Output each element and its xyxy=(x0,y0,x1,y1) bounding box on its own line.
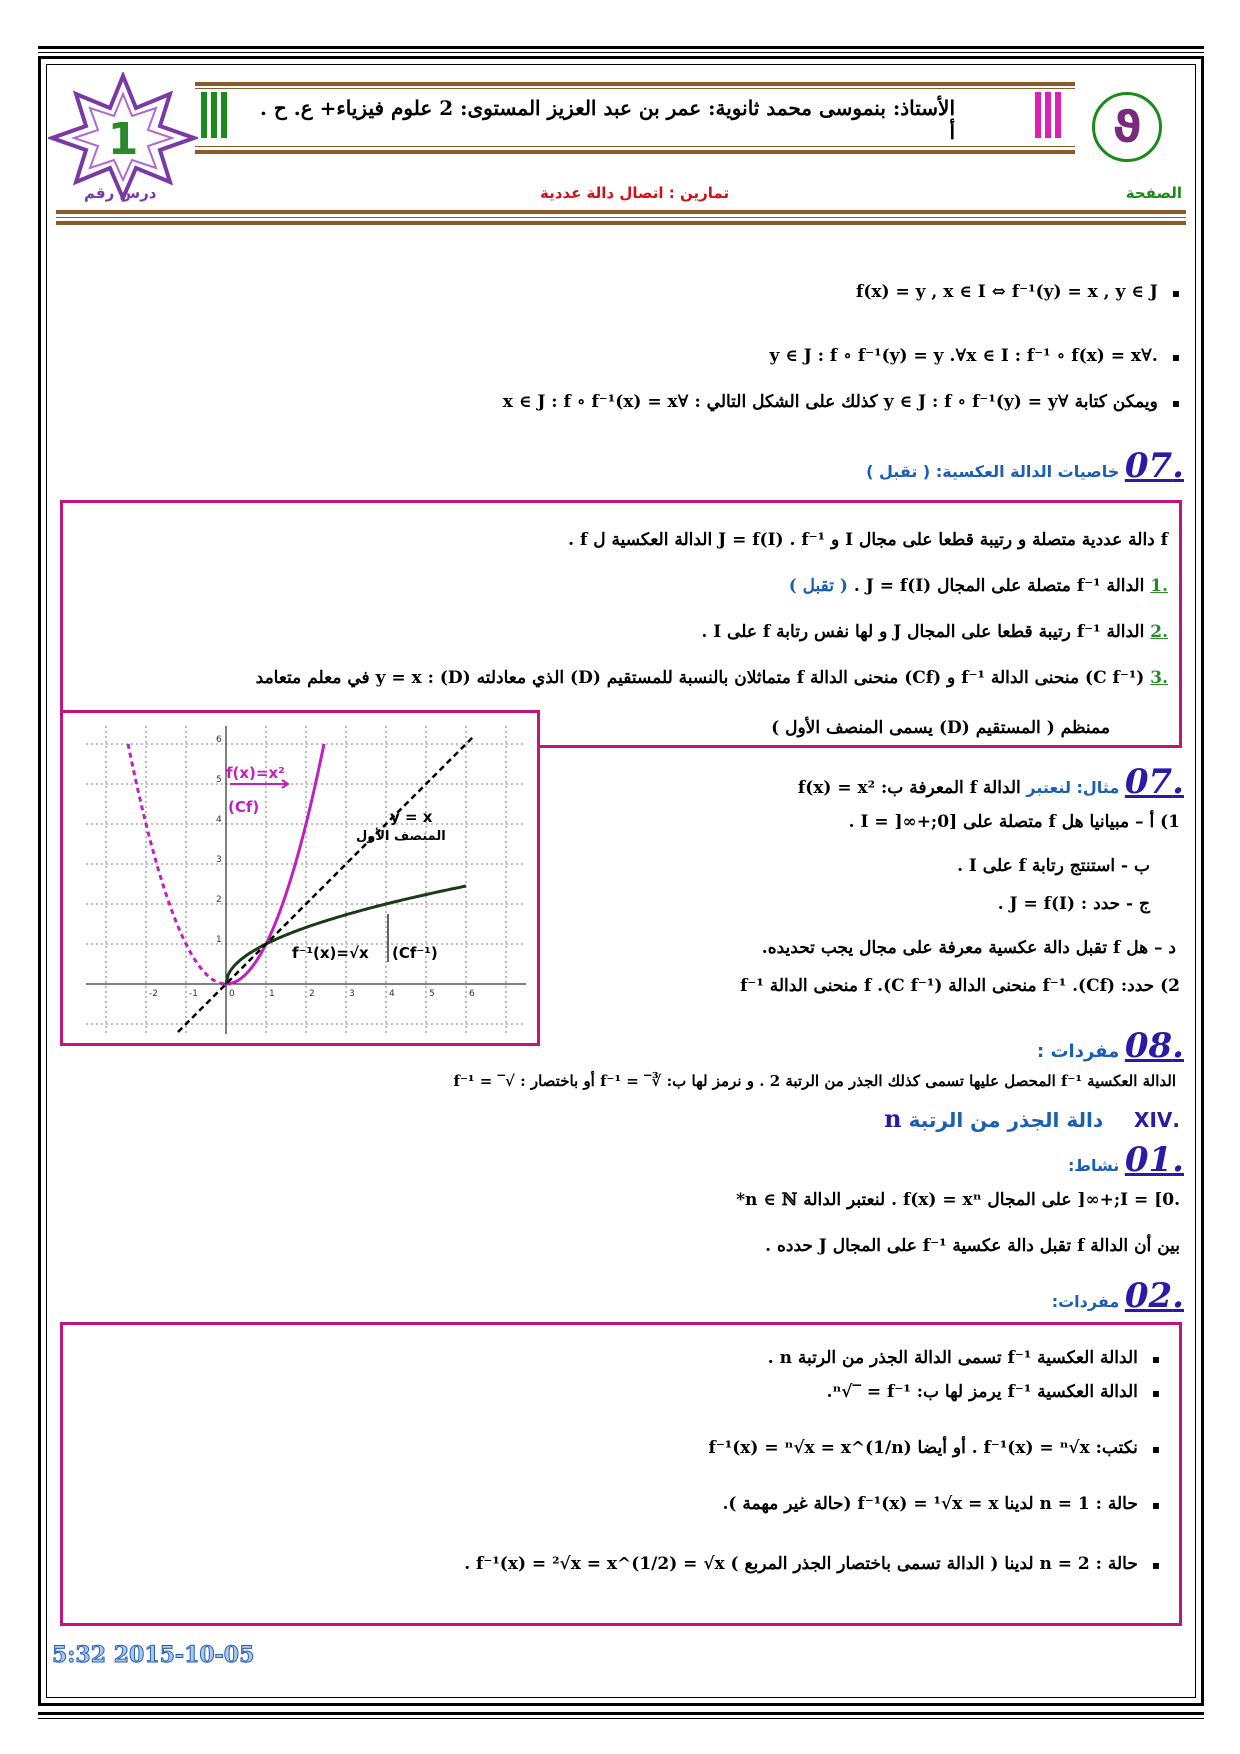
spiral-logo-icon xyxy=(1092,92,1162,162)
example-line: 1) أ – مبيانيا هل f متصلة على [0;+∞[ = I . xyxy=(848,812,1180,832)
example-line: د – هل f تقبل دالة عكسية معرفة على مجال يجب تحديده. xyxy=(761,938,1176,958)
text-line: الدالة العكسية f⁻¹ المحصل عليها تسمى كذلك الجذر من الرتبة 2 . و نرمز لها ب: ∛‾ = f⁻¹ أو باختصار : √‾ = f⁻¹ xyxy=(453,1072,1176,1090)
header-title: الأستاذ: بنموسى محمد ثانوية: عمر بن عبد العزيز المستوى: 2 علوم فيزياء+ ع. ح . أ xyxy=(259,96,955,144)
section-label: مثال: لنعتبر xyxy=(1026,778,1120,797)
y-tick-label: 1 xyxy=(216,935,222,945)
item-text: الدالة f⁻¹ متصلة على المجال J = f(I) . xyxy=(847,576,1145,596)
x-tick-label: 6 xyxy=(469,989,475,999)
chapter-label: دالة الجذر من الرتبة xyxy=(908,1108,1104,1132)
brown-rule-3 xyxy=(56,221,1186,225)
section-label: مفردات : xyxy=(1036,1041,1120,1062)
header-bar-top xyxy=(195,82,1075,86)
y-tick-label: 4 xyxy=(216,815,222,825)
x-tick-label: 0 xyxy=(229,989,235,999)
section-label: نشاط: xyxy=(1067,1156,1120,1175)
stripes-right xyxy=(1035,92,1061,138)
section-number: .02 xyxy=(1124,1276,1184,1316)
vocab-item: ▪ حالة : n = 2 لدينا ( الدالة تسمى باختصار الجذر المربع ) f⁻¹(x) = ²√x = x^(1/2) = √x . xyxy=(464,1554,1160,1574)
x-tick-label: -1 xyxy=(189,989,198,999)
property-1 xyxy=(789,576,1168,596)
section-number: .08 xyxy=(1124,1026,1184,1066)
chapter-n: n xyxy=(884,1104,902,1133)
bisector-line xyxy=(178,736,474,1032)
label-inv: f⁻¹(x)=√x xyxy=(292,944,369,962)
section-heading xyxy=(1068,1140,1184,1180)
section-heading xyxy=(866,446,1184,486)
lesson-label: درس رقم xyxy=(84,184,157,202)
section-heading xyxy=(1037,1026,1184,1066)
x-tick-label: 3 xyxy=(349,989,355,999)
section-number: .07 xyxy=(1124,762,1184,802)
x-tick-label: 4 xyxy=(389,989,395,999)
y-tick-label: 3 xyxy=(216,855,222,865)
label-cinv: (Cf⁻¹) xyxy=(392,944,438,962)
header-bar-top2 xyxy=(195,88,1075,89)
label-yx: y = x xyxy=(390,808,433,826)
x-tick-label: 5 xyxy=(429,989,435,999)
sqrt-curve xyxy=(226,886,466,984)
grid xyxy=(86,726,526,1034)
text-line: ▪ ويمكن كتابة ∀y ∈ J : f ∘ f⁻¹(y) = y كذلك على الشكل التالي : ∀x ∈ J : f ∘ f⁻¹(x) = x xyxy=(503,392,1180,412)
section-label: خاصيات الدالة العكسية: ( تقبل ) xyxy=(866,462,1120,481)
star-logo-icon xyxy=(48,72,198,202)
item-number: .1 xyxy=(1150,576,1168,596)
graph xyxy=(66,716,534,1040)
example-line: ج - حدد : J = f(I) . xyxy=(997,894,1150,914)
chapter-number: .XIV xyxy=(1134,1108,1180,1132)
item-number: .2 xyxy=(1150,622,1168,642)
activity-line: بين أن الدالة f تقبل دالة عكسية f⁻¹ على المجال J حدده . xyxy=(765,1236,1180,1256)
x-tick-label: -2 xyxy=(149,989,158,999)
header-bar-bottom xyxy=(195,146,1075,147)
page-label: الصفحة xyxy=(1125,184,1182,202)
brown-rule-1 xyxy=(56,210,1186,214)
text-line: ▪ .∀y ∈ J : f ∘ f⁻¹(y) = y .∀x ∈ I : f⁻¹ ∘ f(x) = x xyxy=(769,346,1180,366)
y-tick-label: 6 xyxy=(216,735,222,745)
top-rule-1 xyxy=(38,46,1204,49)
activity-line: .I = [0;+∞[ على المجال f(x) = xⁿ . لنعتبر الدالة n ∈ ℕ* xyxy=(736,1190,1180,1210)
y-tick-label: 5 xyxy=(216,775,222,785)
section-number: .07 xyxy=(1124,446,1184,486)
item-number: .3 xyxy=(1150,668,1168,688)
text-line: ممنظم ( المستقيم (D) يسمى المنصف الأول ) xyxy=(771,718,1110,738)
section-heading xyxy=(798,762,1184,802)
vocab-item: ▪ الدالة العكسية f⁻¹ تسمى الدالة الجذر من الرتبة n . xyxy=(768,1348,1160,1368)
example-line: 2) حدد: f⁻¹ .(Cf) منحنى الدالة f .(C f⁻¹) منحنى الدالة f⁻¹ xyxy=(740,976,1180,996)
header xyxy=(195,82,1075,174)
stripes-left xyxy=(201,92,227,138)
bottom-rule-2 xyxy=(38,1718,1204,1719)
property-2 xyxy=(701,622,1168,642)
text-line: ▪ f(x) = y , x ∈ I ⇔ f⁻¹(y) = x , y ∈ J xyxy=(856,282,1180,302)
brown-rule-2 xyxy=(56,217,1186,218)
vocab-item: ▪ حالة : n = 1 لدينا f⁻¹(x) = ¹√x = x (حالة غير مهمة ). xyxy=(723,1494,1160,1514)
star-number: 1 xyxy=(107,114,139,165)
label-fx: f(x)=x² xyxy=(226,764,285,782)
text-line: f دالة عددية متصلة و رتيبة قطعا على مجال I و J = f(I) . f⁻¹ الدالة العكسية ل f . xyxy=(568,530,1168,550)
section-label: مفردات: xyxy=(1051,1292,1120,1311)
subject-title: تمارين : اتصال دالة عددية xyxy=(540,184,730,202)
example-line: ب - استنتج رتابة f على I . xyxy=(957,856,1150,876)
item-tag: ( تقبل ) xyxy=(788,576,848,596)
item-text: الدالة f⁻¹ رتيبة قطعا على المجال J و لها نفس رتابة f على I . xyxy=(701,622,1145,642)
top-rule-2 xyxy=(38,52,1204,53)
x-tick-label: 1 xyxy=(269,989,275,999)
logo-glyph: ϑ xyxy=(1112,101,1142,153)
vocab-item: ▪ الدالة العكسية f⁻¹ يرمز لها ب: ⁿ√‾ = f⁻¹. xyxy=(827,1382,1160,1402)
x-tick-label: 2 xyxy=(309,989,315,999)
item-text: (C f⁻¹) منحنى الدالة f⁻¹ و (Cf) منحنى الدالة f متماثلان بالنسبة للمستقيم (D) الذي معادلته (D) : y = x في معلم متعامد xyxy=(255,668,1145,688)
section-rest: الدالة f المعرفة ب: f(x) = x² xyxy=(797,778,1021,798)
section-number: .01 xyxy=(1124,1140,1184,1180)
vocab-item: ▪ نكتب: f⁻¹(x) = ⁿ√x . أو أيضا f⁻¹(x) = ⁿ√x = x^(1/n) xyxy=(709,1438,1160,1458)
footer-date: 5:32 2015-10-05 xyxy=(52,1642,255,1668)
label-cf: (Cf) xyxy=(228,798,260,816)
label-bisector: المنصف الأول xyxy=(356,829,446,844)
bottom-rule-1 xyxy=(38,1712,1204,1715)
y-tick-label: 2 xyxy=(216,895,222,905)
property-3 xyxy=(256,668,1168,688)
chapter-heading xyxy=(884,1104,1180,1133)
header-bar-bottom2 xyxy=(195,150,1075,154)
section-heading xyxy=(1052,1276,1184,1316)
